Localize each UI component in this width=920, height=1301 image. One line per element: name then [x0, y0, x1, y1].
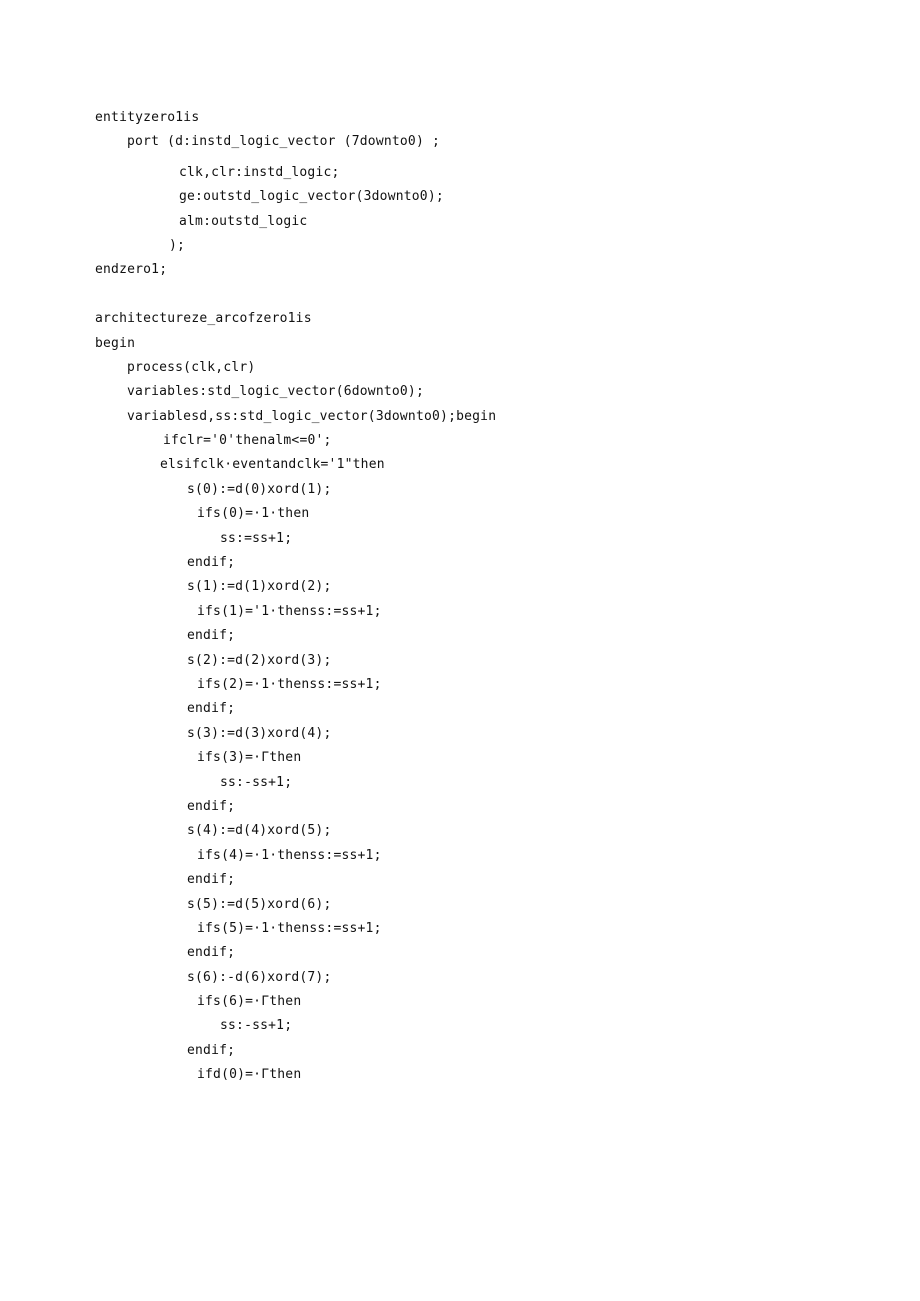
code-line: elsifclk·eventandclk='1"then — [160, 457, 385, 473]
code-line: ifs(2)=·1·thenss:=ss+1; — [197, 676, 382, 692]
code-line: s(2):=d(2)xord(3); — [187, 652, 332, 668]
code-line: begin — [95, 335, 136, 351]
code-line: endif; — [187, 872, 236, 888]
code-line: ifclr='0'thenalm<=0'; — [163, 433, 332, 449]
code-line: port (d:instd_logic_vector (7downto0) ; — [127, 134, 441, 150]
code-line: ss:=ss+1; — [220, 530, 293, 546]
code-line: s(4):=d(4)xord(5); — [187, 823, 332, 839]
code-line: endif; — [187, 555, 236, 571]
code-line: ); — [169, 237, 186, 253]
code-line: alm:outstd_logic — [179, 213, 308, 229]
code-line: variablesd,ss:std_logic_vector(3downto0);begin — [127, 408, 497, 424]
code-line: endif; — [187, 945, 236, 961]
code-line: ss:-ss+1; — [220, 1018, 293, 1034]
code-line: variables:std_logic_vector(6downto0); — [127, 384, 424, 400]
code-line: architectureze_arcofzero1is — [95, 311, 312, 327]
code-line: endzero1; — [95, 262, 168, 278]
code-line: ge:outstd_logic_vector(3downto0); — [179, 189, 444, 205]
code-line: ifs(6)=·Γthen — [197, 994, 302, 1010]
code-line: ss:-ss+1; — [220, 774, 293, 790]
code-line: endif; — [187, 628, 236, 644]
code-line — [0, 283, 920, 307]
code-line: ifs(4)=·1·thenss:=ss+1; — [197, 847, 382, 863]
vhdl-code-block — [0, 106, 920, 1088]
code-line: endif; — [187, 798, 236, 814]
code-line: s(0):=d(0)xord(1); — [187, 481, 332, 497]
code-line: clk,clr:instd_logic; — [179, 164, 340, 180]
code-line: entityzero1is — [95, 110, 200, 125]
code-line: s(5):=d(5)xord(6); — [187, 896, 332, 912]
code-line: process(clk,clr) — [127, 359, 256, 375]
code-line: endif; — [187, 701, 236, 717]
code-line: ifs(5)=·1·thenss:=ss+1; — [197, 920, 382, 936]
code-line: s(1):=d(1)xord(2); — [187, 579, 332, 595]
code-line: ifd(0)=·Γthen — [197, 1067, 302, 1083]
code-line: endif; — [187, 1042, 236, 1058]
code-line: s(6):-d(6)xord(7); — [187, 969, 332, 985]
code-line: ifs(3)=·Γthen — [197, 750, 302, 766]
code-line: s(3):=d(3)xord(4); — [187, 725, 332, 741]
code-line: ifs(1)='1·thenss:=ss+1; — [197, 603, 382, 619]
code-line: ifs(0)=·1·then — [197, 506, 310, 522]
